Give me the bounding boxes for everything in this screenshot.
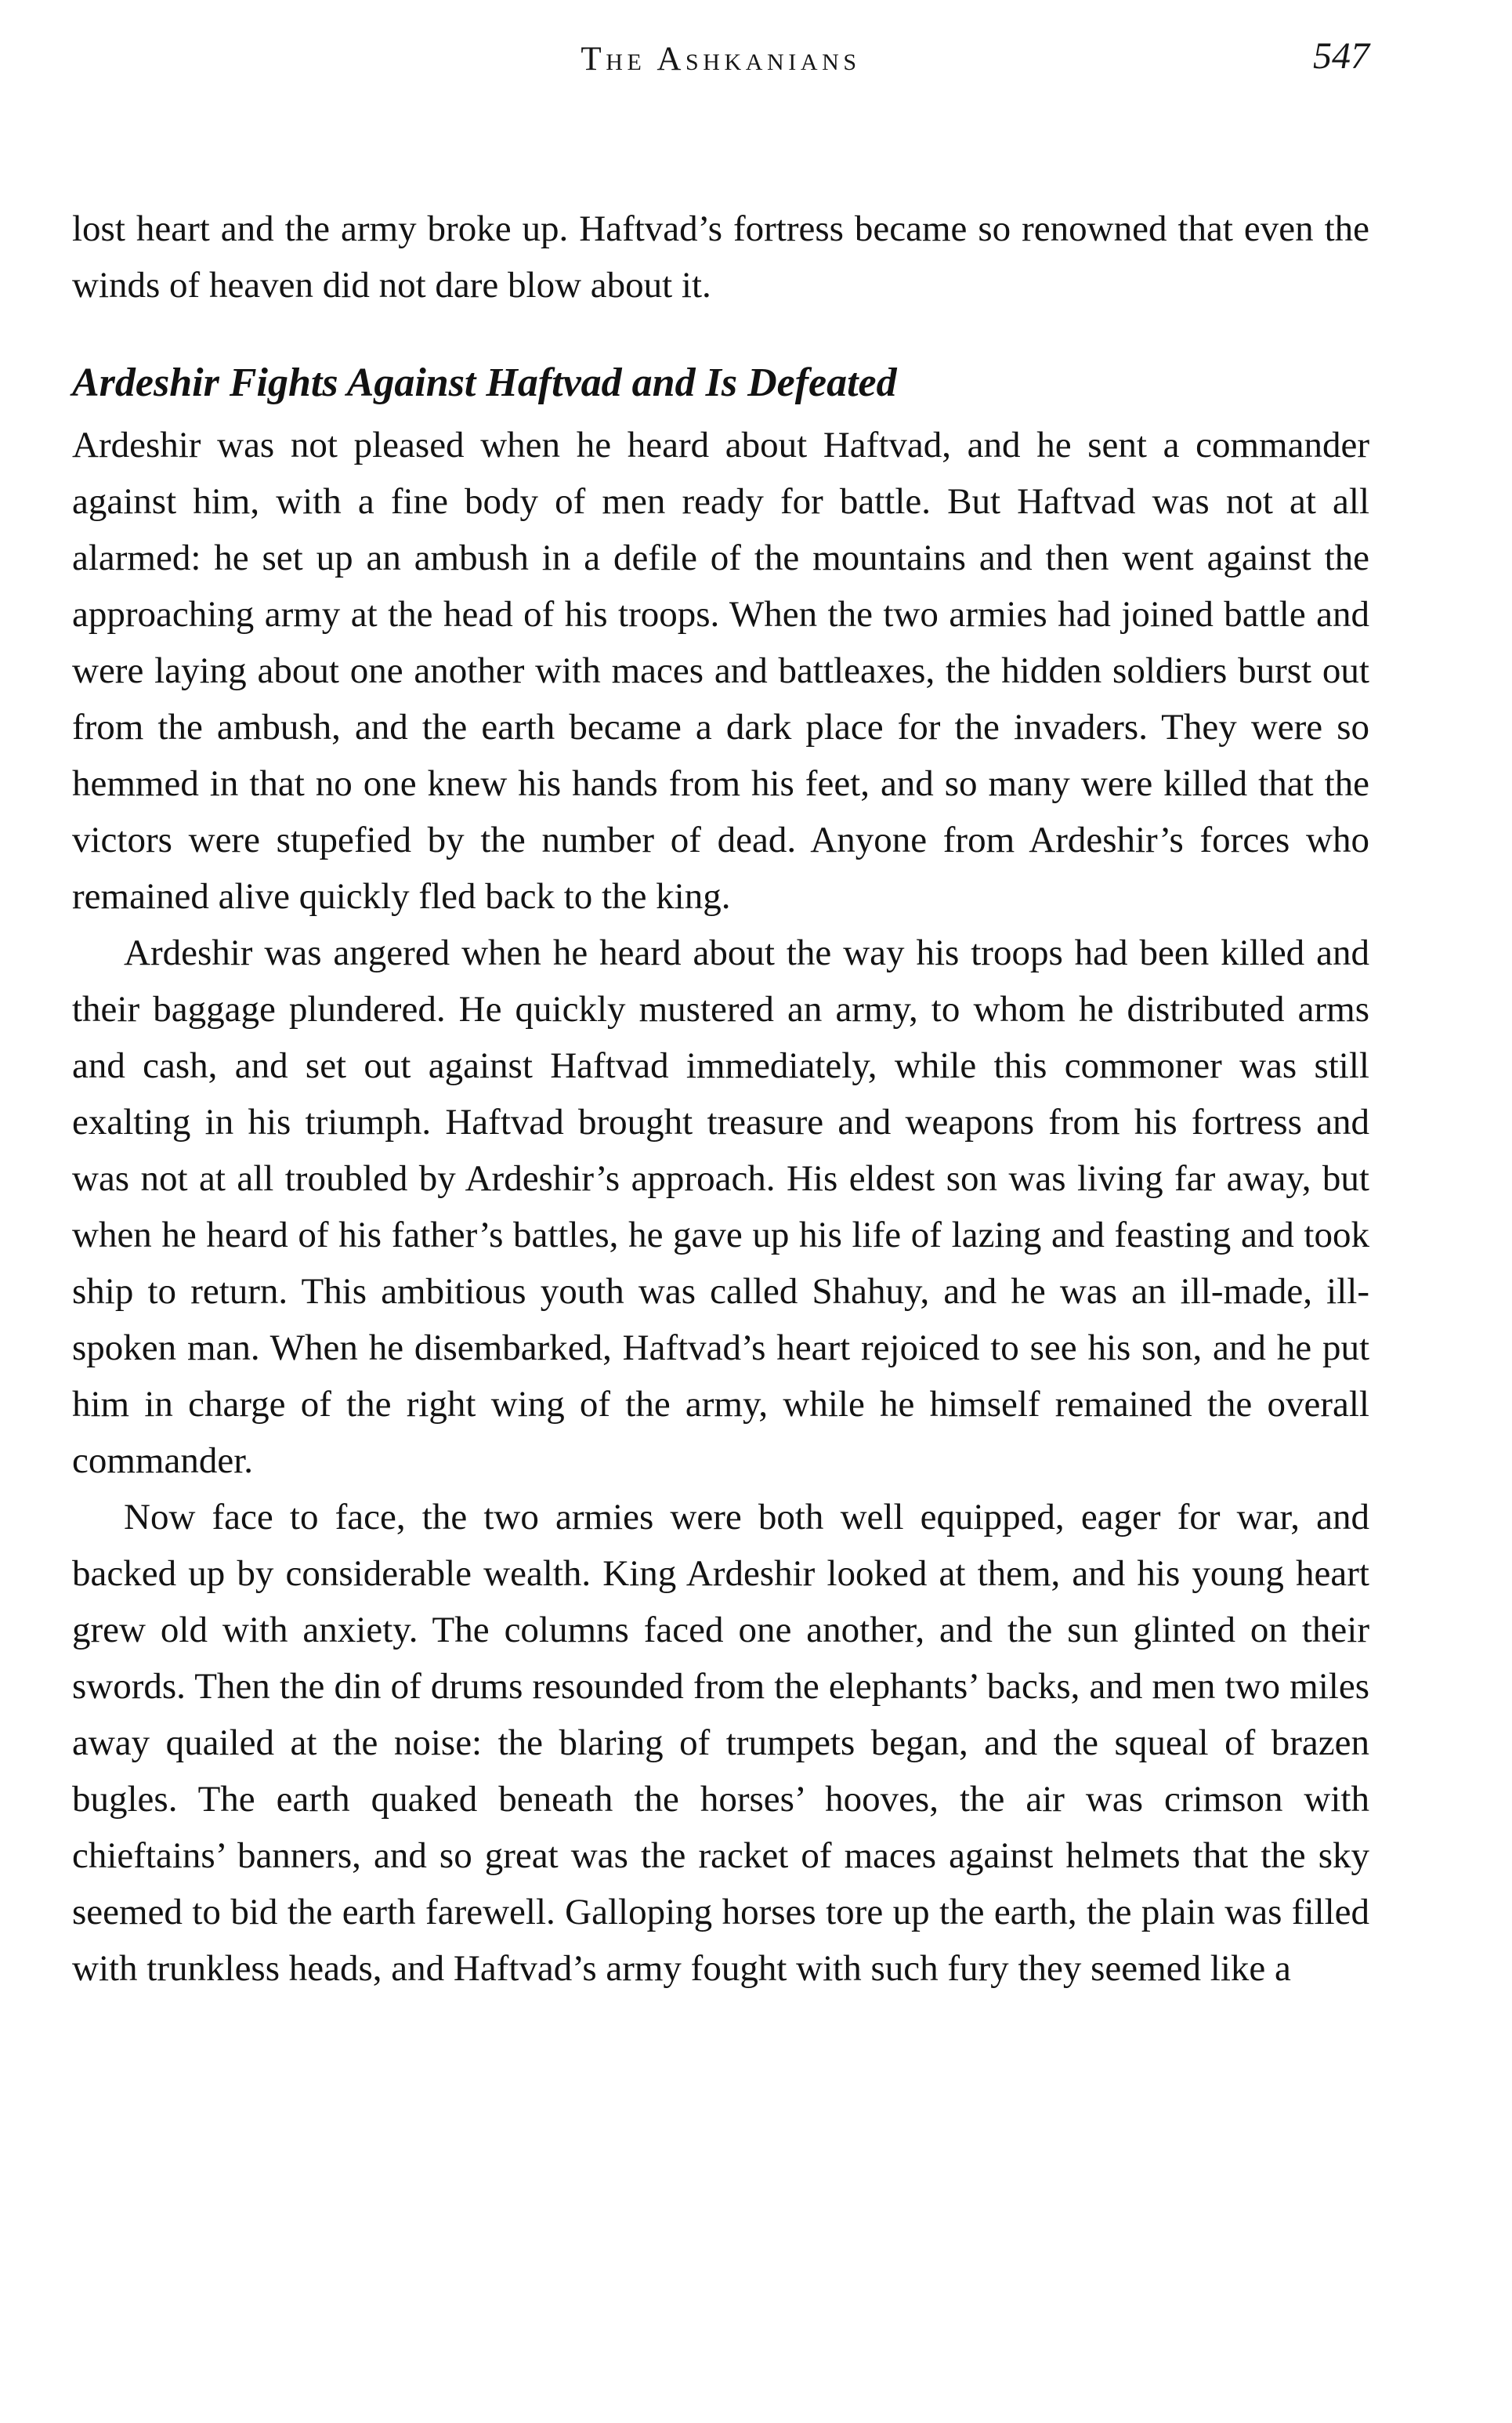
page-header xyxy=(72,0,1369,86)
paragraph-ardeshir-fights: Ardeshir was not pleased when he heard about Haftvad, and he sent a commander against him, with a fine body of men ready for battle. But Haftvad was not at all alarmed: he set up an ambush in a defile of the mountains and then went against the approaching army at the head of his troops. When the two armies had joined battle and were laying about one another with maces and battleaxes, the hidden soldiers burst out from the ambush, and the earth became a dark place for the invaders. They were so hemmed in that no one knew his hands from his feet, and so many were killed that the victors were stupefied by the number of dead. Anyone from Ardeshir’s forces who remained alive quickly fled back to the king. xyxy=(72,425,1369,917)
paragraph-ardeshir-angered: Ardeshir was angered when he heard about the way his troops had been killed and their baggage plundered. He quickly mustered an army, to whom he distributed arms and cash, and set out against Haftvad immediately, while this commoner was still exalting in his triumph. Haftvad brought treasure and weapons from his fortress and was not at all troubled by Ardeshir’s approach. His eldest son was living far away, but when he heard of his father’s battles, he gave up his life of lazing and feasting and took ship to return. This ambitious youth was called Shahuy, and he was an ill-made, ill-spoken man. When he disembarked, Haftvad’s heart rejoiced to see his son, and he put him in charge of the right wing of the army, while he himself remained the overall commander. xyxy=(72,933,1369,1481)
paragraph-face-to-face: Now face to face, the two armies were both well equipped, eager for war, and backed up by considerable wealth. King Ardeshir looked at them, and his young heart grew old with anxiety. The columns faced one another, and the sun glinted on their swords. Then the din of drums resounded from the elephants’ backs, and men two miles away quailed at the noise: the blaring of trumpets began, and the squeal of brazen bugles. The earth quaked beneath the horses’ hooves, the air was crimson with chieftains’ banners, and so great was the racket of maces against helmets that the sky seemed to bid the earth farewell. Galloping horses tore up the earth, the plain was filled with trunkless heads, and Haftvad’s army fought with such fury they seemed like a xyxy=(72,1497,1369,1989)
page-number: 547 xyxy=(1313,35,1369,77)
continuation-paragraph: lost heart and the army broke up. Haftvad’s fortress became so renowned that even the winds of heaven did not dare blow about it. xyxy=(72,208,1369,306)
body-text xyxy=(72,201,1369,1997)
running-head: The Ashkanians xyxy=(581,41,861,78)
section-heading: Ardeshir Fights Against Haftvad and Is Defeated xyxy=(72,360,897,405)
text-column xyxy=(72,0,1369,1997)
